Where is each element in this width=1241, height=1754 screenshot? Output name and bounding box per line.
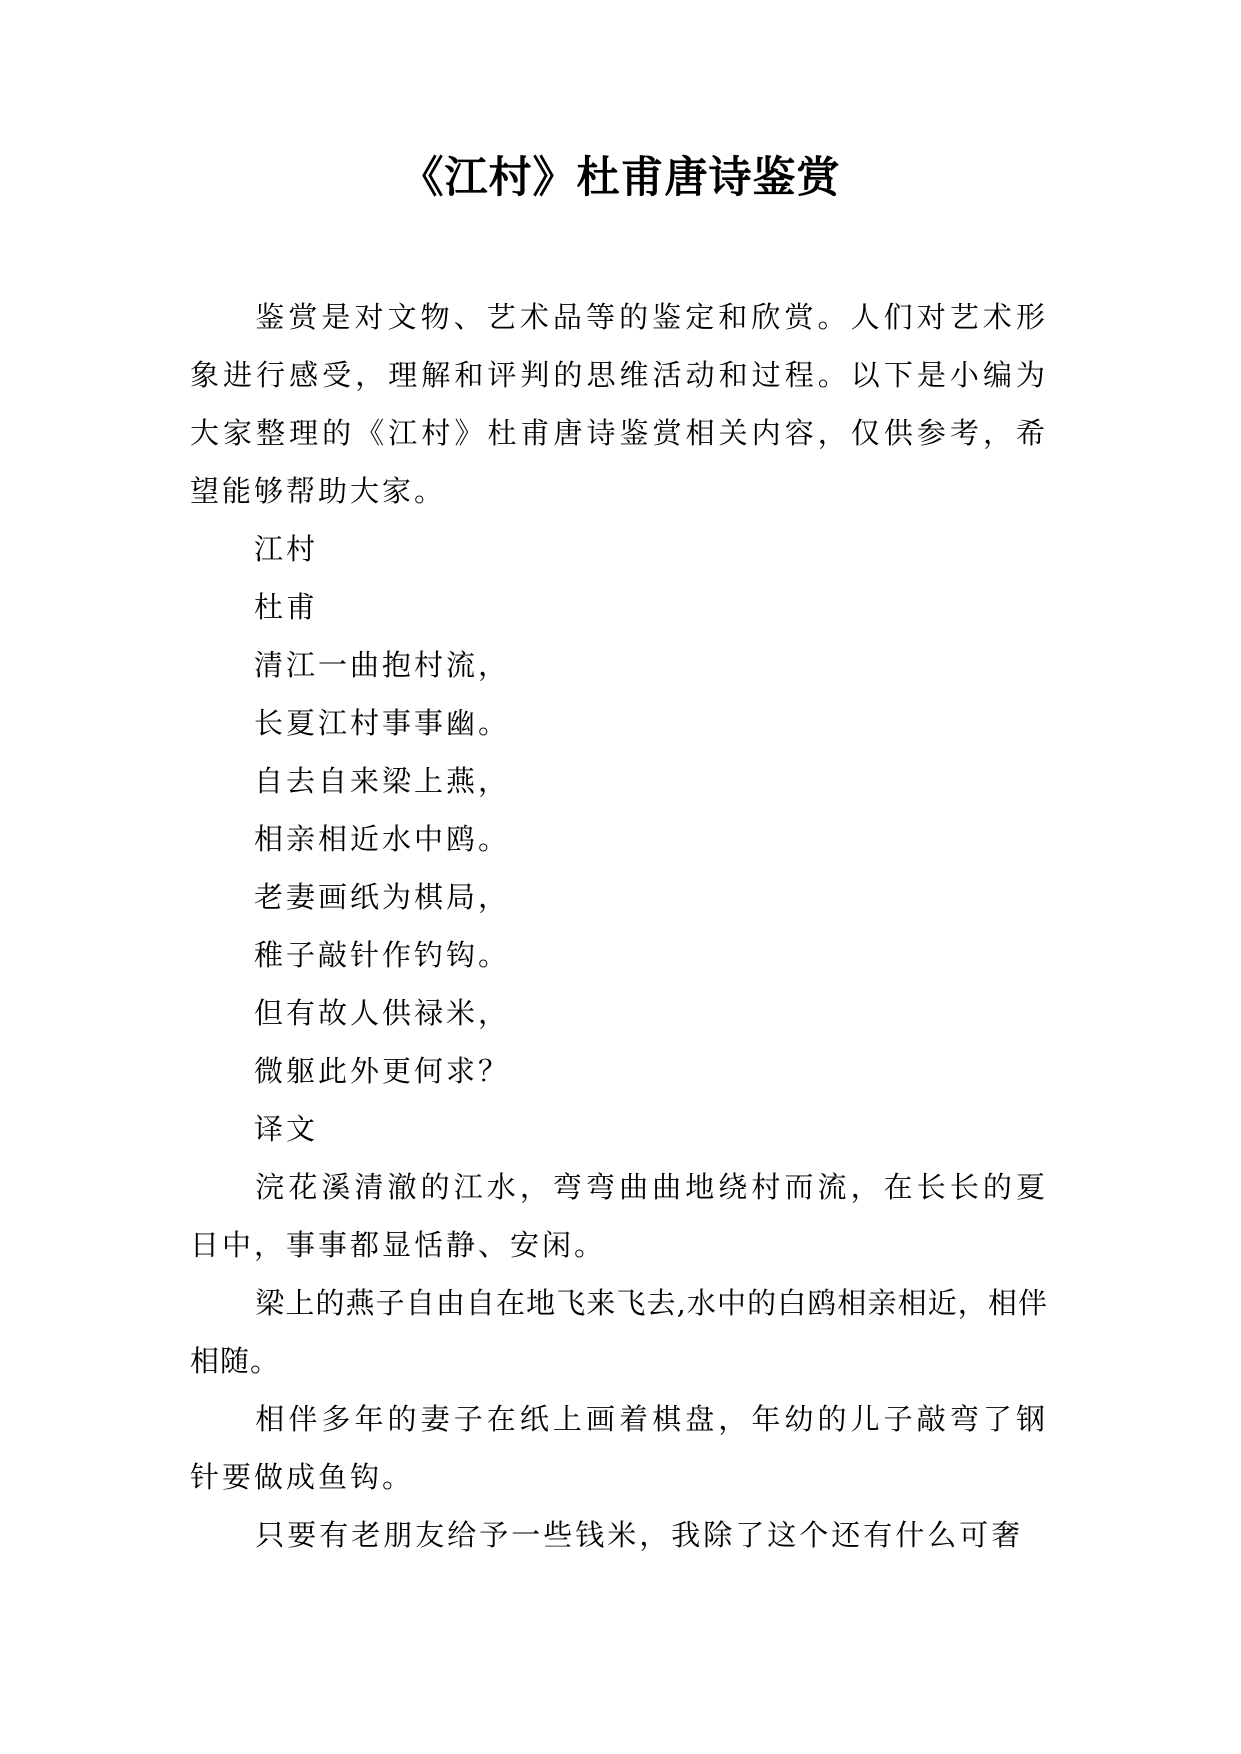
translation-paragraph: 浣花溪清澈的江水，弯弯曲曲地绕村而流，在长长的夏日中，事事都显恬静、安闲。 — [190, 1170, 1048, 1262]
poem-line: 相亲相近水中鸥。 — [254, 822, 511, 856]
poem-line: 自去自来梁上燕， — [254, 764, 511, 798]
poem-line: 但有故人供禄米， — [254, 996, 511, 1030]
poem-line: 微躯此外更何求？ — [254, 1054, 511, 1088]
translation-paragraph: 只要有老朋友给予一些钱米，我除了这个还有什么可奢 — [255, 1518, 1024, 1552]
poem-line: 清江一曲抱村流， — [254, 648, 511, 682]
intro-paragraph: 鉴赏是对文物、艺术品等的鉴定和欣赏。人们对艺术形象进行感受，理解和评判的思维活动和过程。以下是小编为大家整理的《江村》杜甫唐诗鉴赏相关内容，仅供参考，希望能够帮助大家。 — [190, 300, 1048, 508]
translation-paragraph: 梁上的燕子自由自在地飞来飞去,水中的白鸥相亲相近，相伴相随。 — [190, 1286, 1048, 1378]
poem-line: 稚子敲针作钓钩。 — [254, 938, 511, 972]
poem-line: 长夏江村事事幽。 — [254, 706, 511, 740]
translation-heading: 译文 — [254, 1112, 319, 1146]
document-body — [190, 288, 1048, 1564]
translation-paragraph: 相伴多年的妻子在纸上画着棋盘，年幼的儿子敲弯了钢针要做成鱼钩。 — [190, 1402, 1048, 1494]
document-title: 《江村》杜甫唐诗鉴赏 — [400, 153, 841, 203]
poem-title: 江村 — [254, 532, 319, 566]
poem-author: 杜甫 — [254, 590, 319, 624]
poem-line: 老妻画纸为棋局， — [254, 880, 511, 914]
